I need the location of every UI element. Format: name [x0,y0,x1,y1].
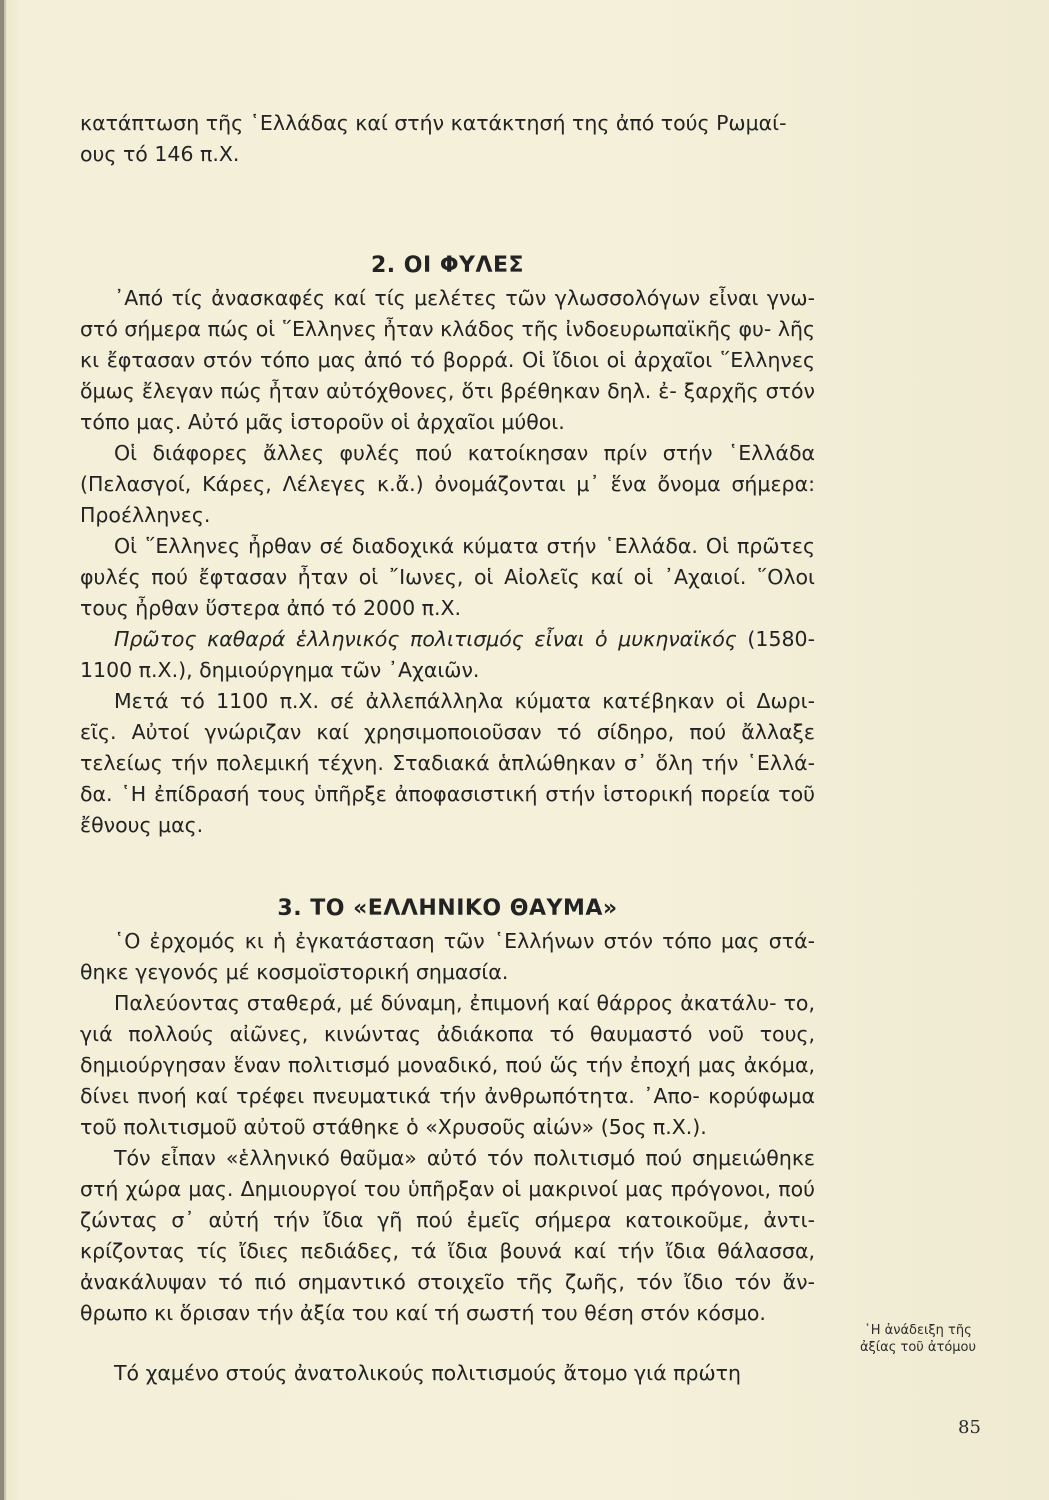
page-body [80,108,815,1389]
section-2-paragraph-2: Οἱ διάφορες ἄλλες φυλές πού κατοίκησαν πρίν στήν ῾Ελλάδα (Πελασγοί, Κάρες, Λέλεγες κ.ἄ.) ὀνομάζονται μ᾿ ἕνα ὄνομα σήμερα: Προέλληνες. [80,441,815,527]
section-2-paragraph-4-rest: (1580-1100 π.Χ.), δημιούργημα τῶν ᾿Αχαιῶν. [80,627,815,682]
section-2-paragraph-5: Μετά τό 1100 π.Χ. σέ ἀλλεπάλληλα κύματα κατέβηκαν οἱ Δωρι- εῖς. Αὐτοί γνώριζαν καί χρησιμοποιοῦσαν τό σίδηρο, πού ἄλλαξε τελείως τήν πολεμική τέχνη. Σταδιακά ἁπλώθηκαν σ᾿ ὅλη τήν ῾Ελλά- δα. ῾Η ἐπίδρασή τους ὑπῆρξε ἀποφασιστική στήν ἱστορική πορεία τοῦ ἔθνους μας. [80,689,815,837]
section-2-paragraph-3: Οἱ ῞Ελληνες ἦρθαν σέ διαδοχικά κύματα στήν ῾Ελλάδα. Οἱ πρῶτες φυλές πού ἔφτασαν ἦταν οἱ ῎Ιωνες, οἱ Αἰολεῖς καί οἱ ᾿Αχαιοί. ῞Ολοι τους ἦρθαν ὕστερα ἀπό τό 2000 π.Χ. [80,534,815,620]
section-3-title: 3. ΤΟ «ΕΛΛΗΝΙΚΟ ΘΑΥΜΑ» [277,896,618,921]
mycenaean-civilization-phrase: Πρῶτος καθαρά ἑλληνικός πολιτισμός εἶναι ὁ μυκηναϊκός [114,627,737,651]
page-number: 85 [958,1417,981,1438]
page-binding-shadow [4,0,6,1500]
margin-note-line-1: ῾Η ἀνάδειξη τῆς [864,1323,972,1338]
section-3-paragraph-2: Παλεύοντας σταθερά, μέ δύναμη, ἐπιμονή καί θάρρος ἀκατάλυ- το, γιά πολλούς αἰῶνες, κινώντας ἀδιάκοπα τό θαυμαστό νοῦ τους, δημιούργησαν ἕναν πολιτισμό μοναδικό, πού ὥς τήν ἐποχή μας ἀκόμα, δίνει πνοή καί τρέφει πνευματικά τήν ἀνθρωπότητα. ᾿Απο- κορύφωμα τοῦ πολιτισμοῦ αὐτοῦ στάθηκε ὁ «Χρυσοῦς αἰών» (5ος π.Χ.). [80,991,815,1139]
section-2-paragraph-4 [80,624,815,686]
section-3-paragraph-1: ῾Ο ἐρχομός κι ἡ ἐγκατάσταση τῶν ῾Ελλήνων στόν τόπο μας στά- θηκε γεγονός μέ κοσμοϊστορική σημασία. [80,929,815,984]
intro-line-2: ους τό 146 π.Χ. [80,142,240,166]
intro-line-1: κατάπτωση τῆς ῾Ελλάδας καί στήν κατάκτησή της ἀπό τούς Ρωμαί- [80,111,787,135]
section-2-paragraph-1: ᾿Από τίς ἀνασκαφές καί τίς μελέτες τῶν γλωσσολόγων εἶναι γνω- στό σήμερα πώς οἱ ῞Ελληνες ἦταν κλάδος τῆς ἰνδοευρωπαϊκῆς φυ- λῆς κι ἔφτασαν στόν τόπο μας ἀπό τό βορρά. Οἱ ἴδιοι οἱ ἀρχαῖοι ῞Ελληνες ὅμως ἔλεγαν πώς ἦταν αὐτόχθονες, ὅτι βρέθηκαν δηλ. ἐ- ξαρχῆς στόν τόπο μας. Αὐτό μᾶς ἱστοροῦν οἱ ἀρχαῖοι μύθοι. [80,286,815,434]
section-3-paragraph-3: Τόν εἶπαν «ἑλληνικό θαῦμα» αὐτό τόν πολιτισμό πού σημειώθηκε στή χώρα μας. Δημιουργοί του ὑπῆρξαν οἱ μακρινοί μας πρόγονοι, πού ζώντας σ᾿ αὐτή τήν ἴδια γῆ πού ἐμεῖς σήμερα κατοικοῦμε, ἀντι- κρίζοντας τίς ἴδιες πεδιάδες, τά ἴδια βουνά καί τήν ἴδια θάλασσα, ἀνακάλυψαν τό πιό σημαντικό στοιχεῖο τῆς ζωῆς, τόν ἴδιο τόν ἄν- θρωπο κι ὅρισαν τήν ἀξία του καί τή σωστή του θέση στόν κόσμο. [80,1146,815,1325]
margin-note-line-2: ἀξίας τοῦ ἀτόμου [859,1340,977,1355]
section-2-title: 2. ΟΙ ΦΥΛΕΣ [370,253,525,278]
margin-note [838,1322,998,1356]
section-3-paragraph-4: Τό χαμένο στούς ἀνατολικούς πολιτισμούς ἄτομο γιά πρώτη [114,1361,741,1385]
intro-paragraph [80,108,815,170]
